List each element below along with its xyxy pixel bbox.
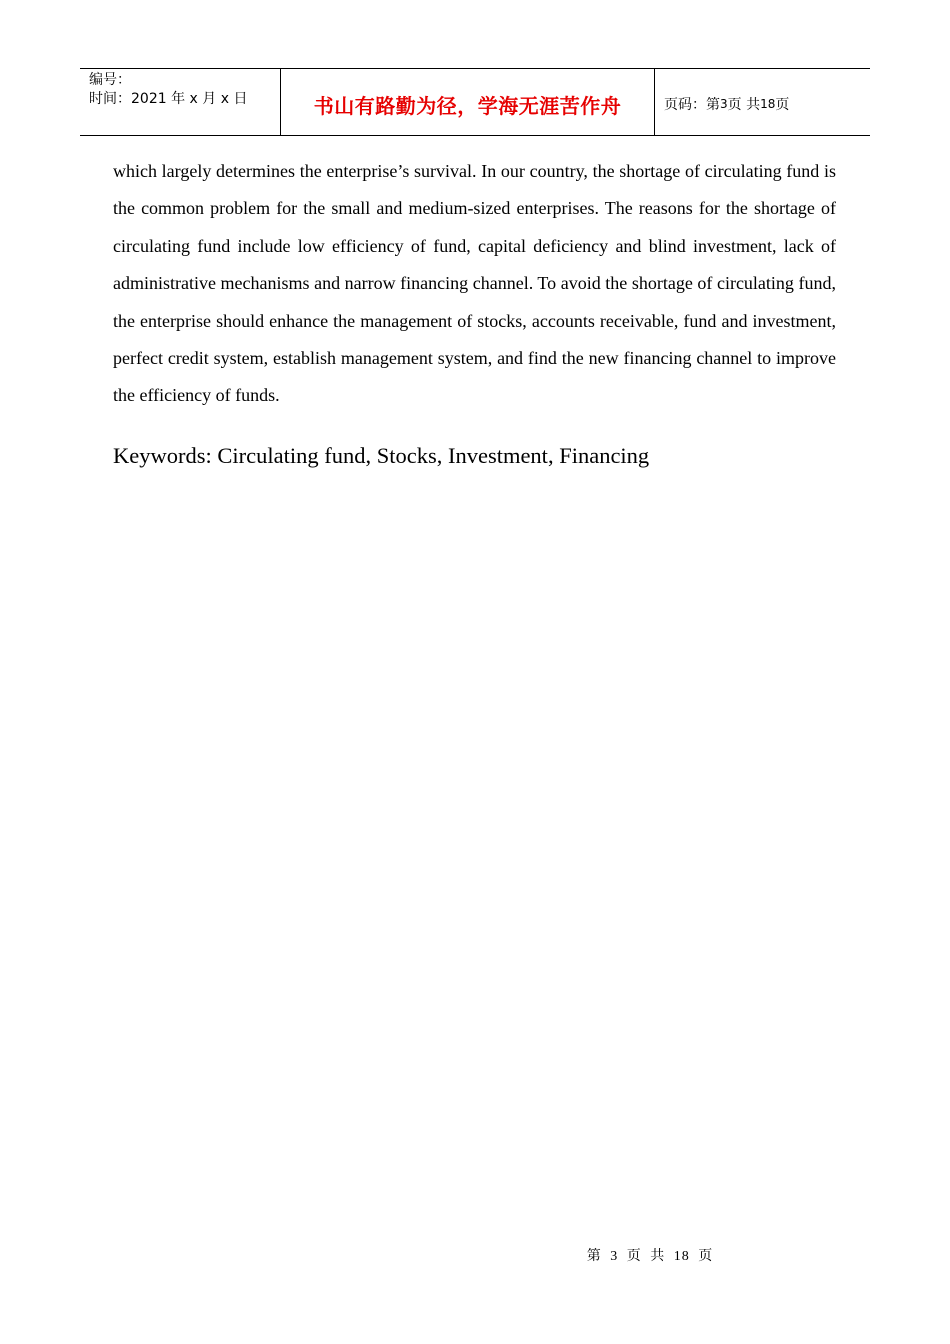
header-page-cell xyxy=(655,69,870,135)
keywords-label: Keywords: xyxy=(113,443,212,468)
page-footer: 第 3 页 共 18 页 xyxy=(586,1249,714,1264)
date-label: 时间：2021 年 x 月 x 日 xyxy=(89,91,248,107)
page-mid-label: 页 共 xyxy=(727,97,761,113)
serial-number-label: 编号： xyxy=(89,72,131,88)
keywords-line xyxy=(113,438,649,474)
abstract-paragraph: which largely determines the enterprise’s survival. In our country, the shortage of circulating fund is the common problem for the small and medium-sized enterprises. The reasons for the shortage of circulating fund include low efficiency of fund, capital deficiency and blind investment, lack of administrative mechanisms and narrow financing channel. To avoid the shortage of circulating fund, the enterprise should enhance the management of stocks, accounts receivable, fund and investment, perfect credit system, establish management system, and find the new financing channel to improve the efficiency of funds. xyxy=(113,161,836,406)
page-total: 18 xyxy=(760,97,776,111)
header-motto-cell xyxy=(281,69,655,135)
keywords-value: Circulating fund, Stocks, Investment, Financing xyxy=(217,443,650,468)
header-meta-cell xyxy=(80,69,281,135)
motto-text: 书山有路勤为径，学海无涯苦作舟 xyxy=(313,93,622,118)
page-label: 页码：第 xyxy=(664,97,720,113)
page-header xyxy=(80,68,870,136)
page-current: 3 xyxy=(720,97,728,111)
page-end-label: 页 xyxy=(775,97,790,113)
